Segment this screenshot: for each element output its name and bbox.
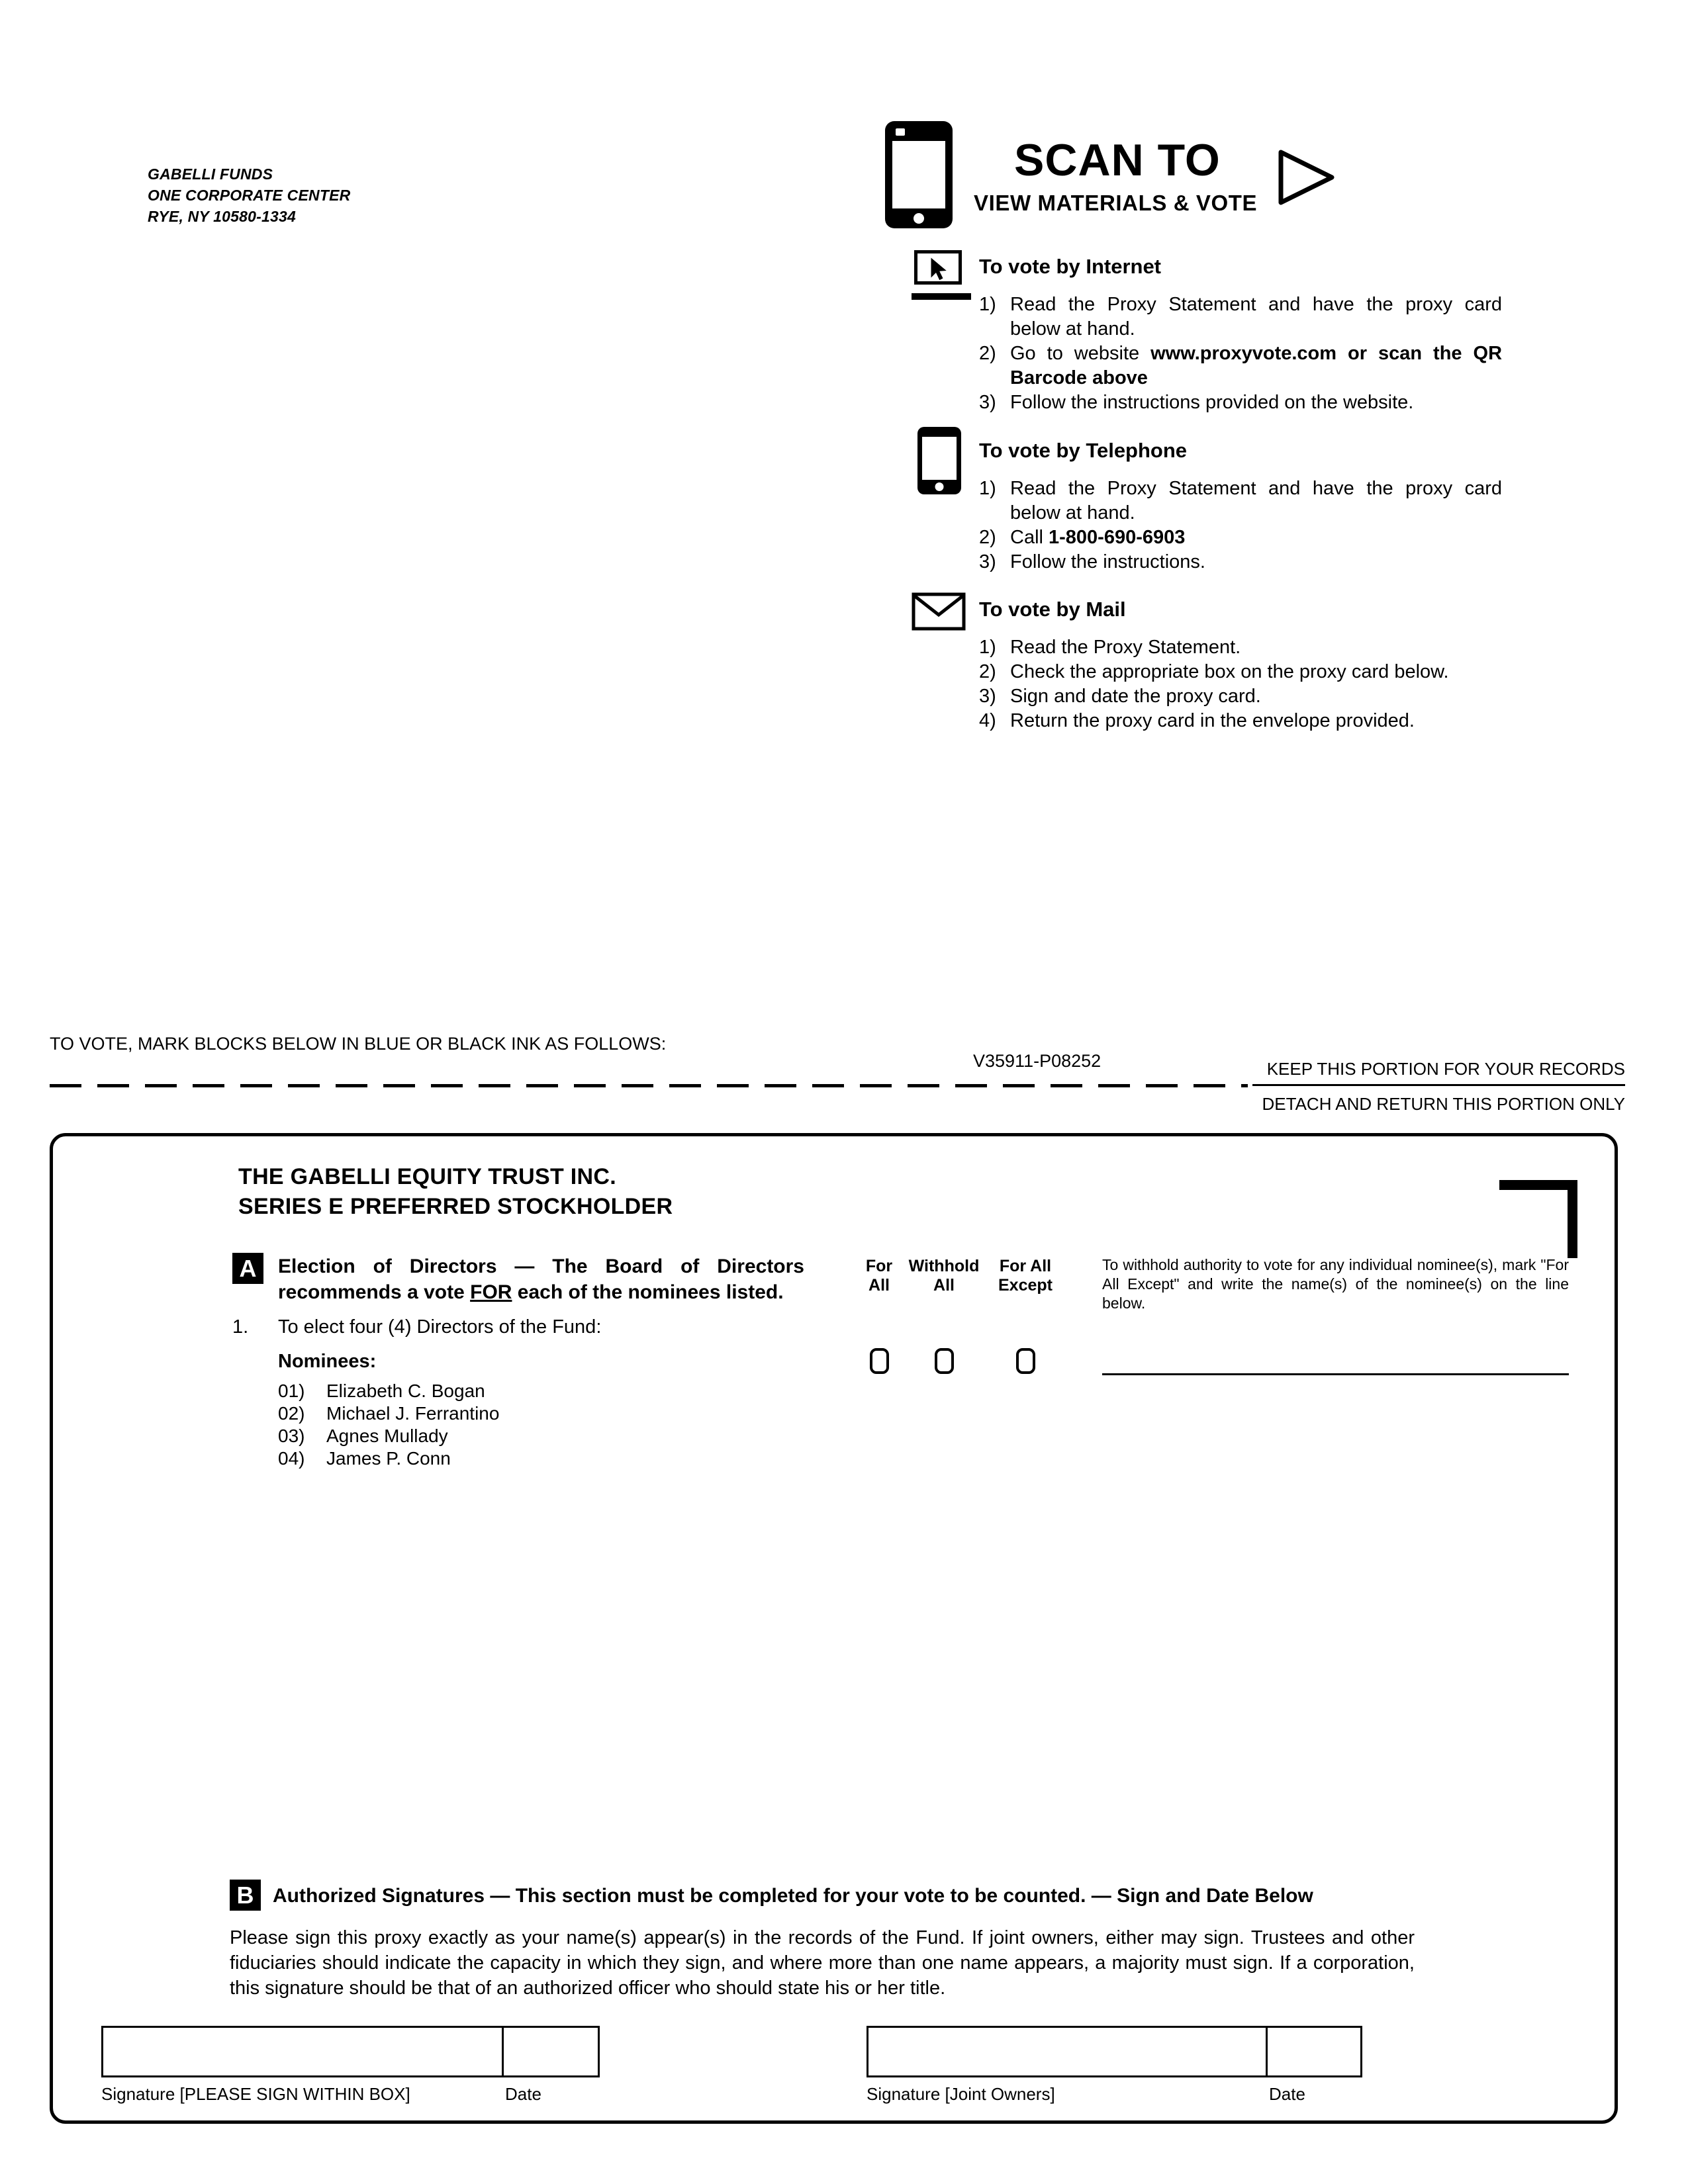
- date-box-primary[interactable]: [502, 2026, 600, 2077]
- vote-step: [979, 477, 1502, 525]
- section-b-marker: B: [230, 1880, 261, 1911]
- proposal-text: To elect four (4) Directors of the Fund:: [278, 1316, 602, 1338]
- column-header-line: For All: [999, 1257, 1052, 1275]
- nominees-label: Nominees:: [278, 1351, 377, 1372]
- company-name: THE GABELLI EQUITY TRUST INC.: [238, 1164, 616, 1189]
- telephone-icon: [917, 427, 961, 494]
- nominee-number: 03): [278, 1426, 305, 1446]
- step-number: 1): [979, 637, 996, 658]
- text-segment: www.proxyvote.com or scan the QR Barcode above: [1010, 343, 1503, 388]
- internet-cursor-icon: [914, 250, 962, 285]
- vote-step: [979, 390, 1502, 415]
- return-address: [148, 163, 350, 227]
- step-text: [1010, 341, 1502, 390]
- text-segment: FOR: [470, 1281, 512, 1303]
- text-segment: Check the appropriate box on the proxy card below.: [1010, 661, 1449, 682]
- nominee-row: [278, 1447, 499, 1470]
- phone-home-button: [914, 213, 924, 224]
- write-in-line[interactable]: [1102, 1373, 1569, 1375]
- text-segment: Election of Directors — The Board of Directors recommends a vote: [278, 1255, 804, 1303]
- signature-label-joint: Signature [Joint Owners]: [867, 2084, 1055, 2104]
- signature-box-primary[interactable]: [101, 2026, 504, 2077]
- signature-box-joint[interactable]: [867, 2026, 1268, 2077]
- date-box-joint[interactable]: [1266, 2026, 1362, 2077]
- vote-telephone-steps: [979, 477, 1502, 574]
- control-number: V35911-P08252: [973, 1051, 1102, 1071]
- column-header-line: Except: [998, 1276, 1053, 1295]
- text-segment: Call: [1010, 527, 1049, 548]
- text-segment: Read the Proxy Statement and have the proxy card below at hand.: [1010, 478, 1502, 523]
- section-a-heading: [278, 1253, 804, 1305]
- nominee-number: 01): [278, 1381, 305, 1401]
- date-label-joint: Date: [1269, 2084, 1305, 2104]
- withhold-instructions: To withhold authority to vote for any individual nominee(s), mark "For All Except" and write the name(s) of the nominee(s) on the line below.: [1102, 1256, 1569, 1312]
- vote-internet-heading: To vote by Internet: [979, 255, 1162, 278]
- phone-screen: [892, 141, 945, 208]
- registration-mark: [1499, 1180, 1577, 1190]
- vote-mail-steps: [979, 635, 1502, 733]
- vote-internet-steps: [979, 293, 1502, 415]
- text-segment: Sign and date the proxy card.: [1010, 686, 1261, 707]
- return-address-line: ONE CORPORATE CENTER: [148, 187, 351, 204]
- text-segment: each of the nominees listed.: [512, 1281, 784, 1303]
- vote-step: [979, 660, 1502, 684]
- text-segment: Follow the instructions provided on the website.: [1010, 392, 1414, 413]
- step-text: [1010, 525, 1502, 550]
- step-number: 3): [979, 686, 996, 707]
- section-a-marker: A: [232, 1253, 263, 1284]
- step-number: 1): [979, 478, 996, 499]
- mark-instruction: TO VOTE, MARK BLOCKS BELOW IN BLUE OR BLACK INK AS FOLLOWS:: [50, 1034, 667, 1054]
- text-segment: Go to website: [1010, 343, 1151, 364]
- scan-subtitle: VIEW MATERIALS & VOTE: [974, 191, 1258, 215]
- vote-step: [979, 550, 1502, 574]
- proxy-card: [50, 1133, 1618, 2124]
- column-header-line: All: [933, 1276, 955, 1295]
- registration-mark: [1568, 1180, 1577, 1258]
- text-segment: Follow the instructions.: [1010, 551, 1205, 572]
- step-text: [1010, 550, 1502, 574]
- vote-step: [979, 635, 1502, 660]
- step-text: [1010, 390, 1502, 415]
- phone-home-button: [935, 482, 944, 491]
- phone-camera-dot: [896, 128, 905, 136]
- nominee-number: 04): [278, 1448, 305, 1469]
- vote-telephone-heading: To vote by Telephone: [979, 439, 1188, 462]
- vote-step: [979, 709, 1502, 733]
- text-segment: Return the proxy card in the envelope provided.: [1010, 710, 1415, 731]
- nominee-name: Agnes Mullady: [326, 1426, 448, 1446]
- section-b-heading: Authorized Signatures — This section must be completed for your vote to be counted. — Sign and Date Below: [273, 1885, 1313, 1907]
- step-text: [1010, 684, 1502, 709]
- signature-label-primary: Signature [PLEASE SIGN WITHIN BOX]: [101, 2084, 410, 2104]
- checkbox-for-all-except[interactable]: [1016, 1348, 1035, 1374]
- return-address-line: RYE, NY 10580-1334: [148, 208, 296, 225]
- signature-instructions: Please sign this proxy exactly as your name(s) appear(s) in the records of the Fund. If joint owners, either may sign. Trustees and other fiduciaries should indicate the capacity in which they sign, and where more than one name appears, a majority must sign. If a corporation, this signature should be that of an authorized officer who should state his or her title.: [230, 1927, 1415, 1999]
- step-number: 1): [979, 294, 996, 315]
- vote-step: [979, 684, 1502, 709]
- nominee-row: [278, 1380, 499, 1402]
- text-segment: 1-800-690-6903: [1049, 527, 1186, 548]
- vote-step: [979, 525, 1502, 550]
- step-text: [1010, 635, 1502, 660]
- scan-arrow-icon: [1277, 148, 1336, 206]
- vote-step: [979, 341, 1502, 390]
- step-number: 3): [979, 392, 996, 413]
- column-header-line: All: [868, 1276, 890, 1295]
- step-number: 3): [979, 551, 996, 572]
- detach-portion-text: DETACH AND RETURN THIS PORTION ONLY: [1262, 1094, 1625, 1114]
- nominee-row: [278, 1402, 499, 1425]
- proposal-number: 1.: [232, 1316, 249, 1338]
- checkbox-for-all[interactable]: [870, 1348, 889, 1374]
- step-text: [1010, 660, 1502, 684]
- date-label-primary: Date: [505, 2084, 541, 2104]
- step-number: 2): [979, 661, 996, 682]
- nominee-list: [278, 1380, 499, 1470]
- nominee-number: 02): [278, 1403, 305, 1424]
- column-header-for-all-except: [969, 1257, 1082, 1295]
- scan-title: SCAN TO: [1014, 135, 1221, 185]
- nominee-name: Elizabeth C. Bogan: [326, 1381, 485, 1401]
- smartphone-scan-icon: [885, 121, 953, 228]
- mouse-cursor-glyph: [921, 255, 955, 283]
- nominee-name: James P. Conn: [326, 1448, 451, 1469]
- vote-mail-heading: To vote by Mail: [979, 598, 1126, 621]
- step-number: 2): [979, 343, 996, 364]
- perforation-line: [50, 1084, 1248, 1087]
- text-segment: Read the Proxy Statement and have the proxy card below at hand.: [1010, 294, 1502, 340]
- nominee-name: Michael J. Ferrantino: [326, 1403, 500, 1424]
- checkbox-withhold-all[interactable]: [935, 1348, 954, 1374]
- step-text: [1010, 293, 1502, 341]
- step-number: 4): [979, 710, 996, 731]
- phone-screen: [922, 437, 957, 480]
- step-text: [1010, 709, 1502, 733]
- step-number: 2): [979, 527, 996, 548]
- column-header-line: Withhold: [908, 1257, 980, 1275]
- stockholder-class: SERIES E PREFERRED STOCKHOLDER: [238, 1194, 673, 1219]
- text-segment: Read the Proxy Statement.: [1010, 637, 1241, 658]
- internet-icon-bar: [912, 293, 971, 300]
- envelope-icon: [912, 592, 966, 631]
- vote-step: [979, 293, 1502, 341]
- column-header-line: For: [865, 1257, 893, 1275]
- return-address-line: GABELLI FUNDS: [148, 165, 273, 183]
- keep-portion-text: KEEP THIS PORTION FOR YOUR RECORDS: [1252, 1059, 1625, 1086]
- nominee-row: [278, 1425, 499, 1447]
- step-text: [1010, 477, 1502, 525]
